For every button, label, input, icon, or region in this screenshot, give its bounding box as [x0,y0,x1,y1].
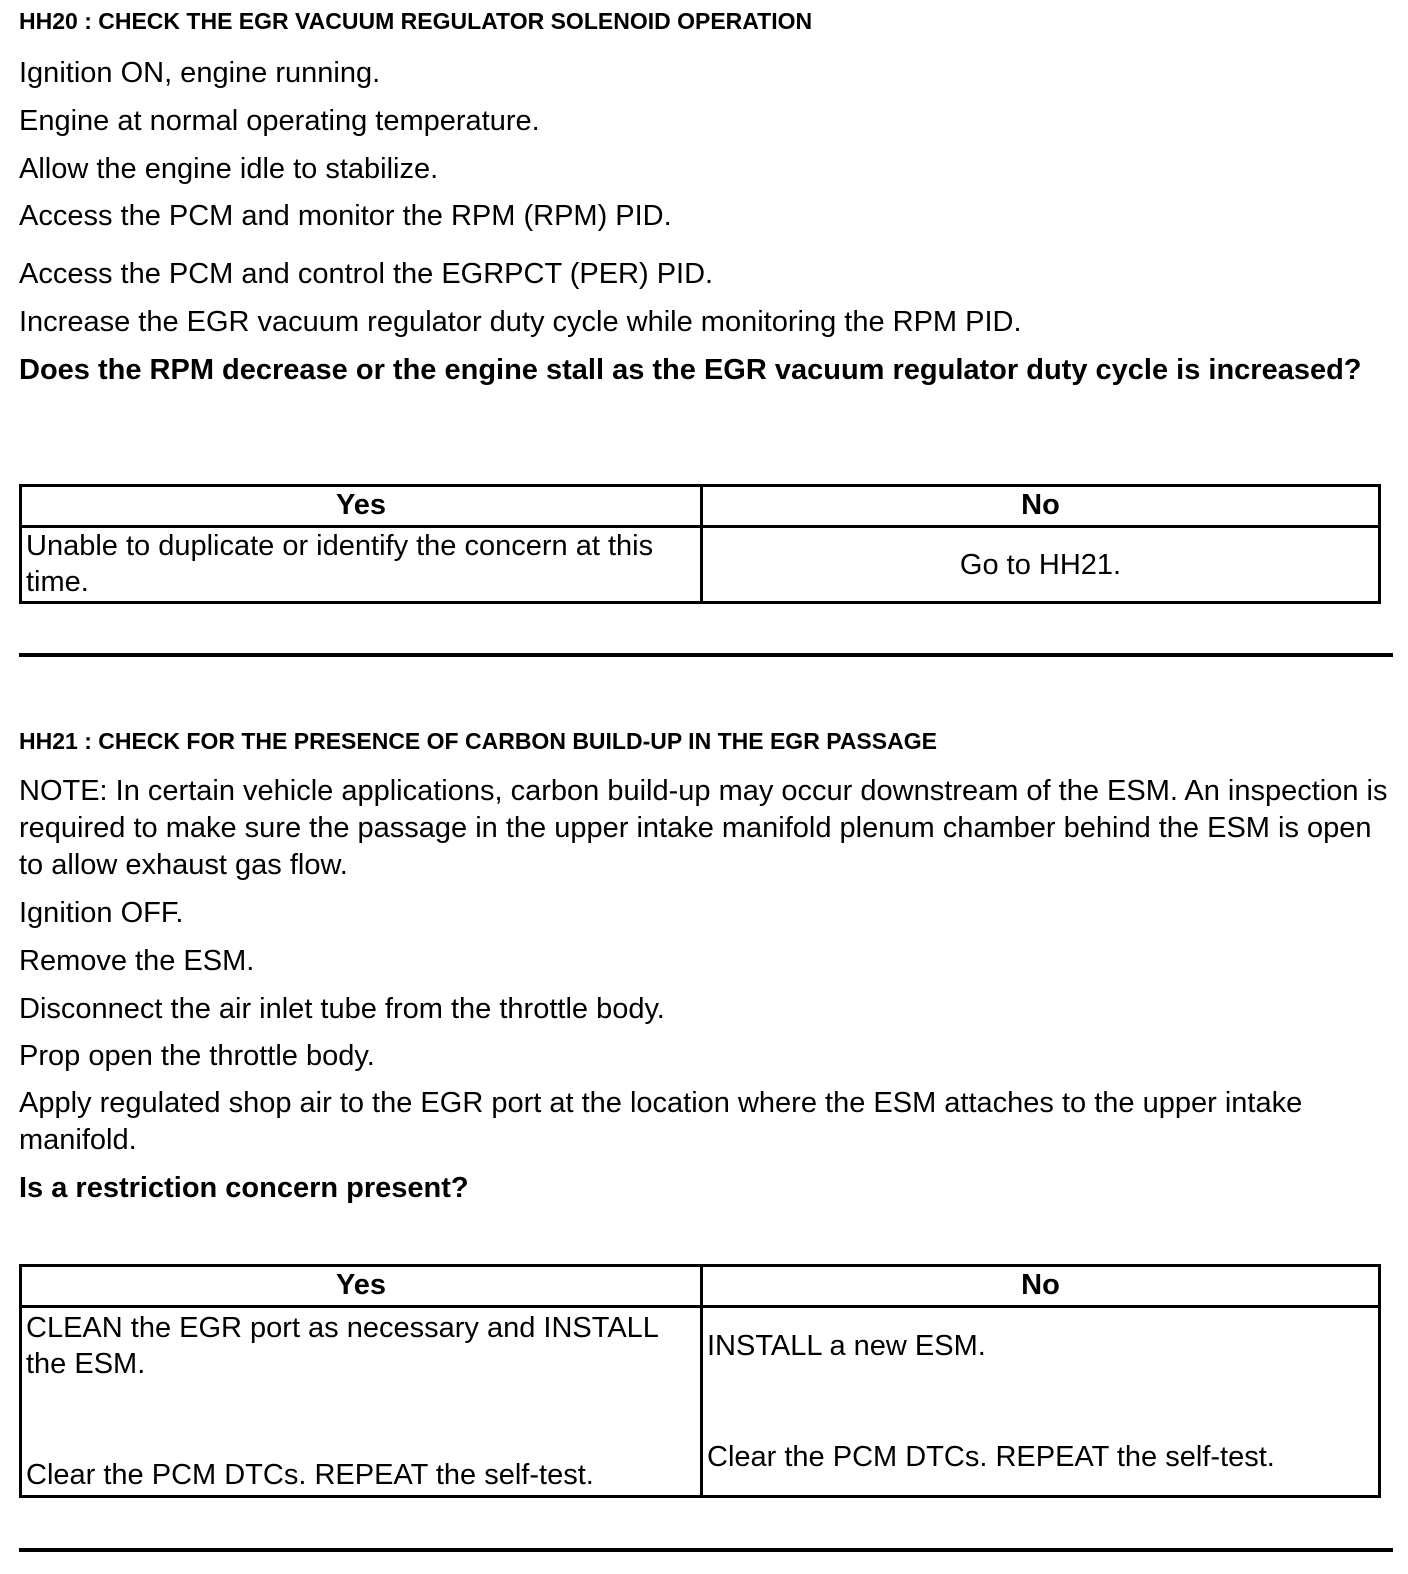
no-header: No [702,1266,1380,1307]
note: NOTE: In certain vehicle applications, carbon build-up may occur downstream of the ESM. An inspection is required to make sure the passage in the upper intake manifold plenum chamber behind the ESM is open to allow exhaust gas flow. [19,775,1388,881]
yes-action: CLEAN the EGR port as necessary and INSTALL the ESM. [26,1312,658,1380]
no-followup: Clear the PCM DTCs. REPEAT the self-test. [707,1441,1275,1473]
step: Ignition ON, engine running. [19,57,381,89]
step: Remove the ESM. [19,945,255,977]
no-cell: Go to HH21. [702,527,1380,603]
step: Prop open the throttle body. [19,1040,375,1072]
divider [19,1548,1393,1552]
yes-cell: Unable to duplicate or identify the concern at this time. [21,527,702,603]
section-title: HH21 : CHECK FOR THE PRESENCE OF CARBON BUILD-UP IN THE EGR PASSAGE [19,728,937,754]
step: Ignition OFF. [19,897,184,929]
step: Apply regulated shop air to the EGR port at the location where the ESM attaches to the upper intake manifold. [19,1087,1303,1156]
yes-header: Yes [21,486,702,527]
step: Access the PCM and monitor the RPM (RPM) PID. [19,200,672,232]
answer-table [19,484,1381,604]
section-title: HH20 : CHECK THE EGR VACUUM REGULATOR SOLENOID OPERATION [19,8,813,34]
yes-header: Yes [21,1266,702,1307]
yes-followup: Clear the PCM DTCs. REPEAT the self-test. [26,1459,594,1491]
step: Engine at normal operating temperature. [19,105,540,137]
step: Disconnect the air inlet tube from the throttle body. [19,993,665,1025]
no-header: No [702,486,1380,527]
step: Increase the EGR vacuum regulator duty cycle while monitoring the RPM PID. [19,306,1022,338]
question: Does the RPM decrease or the engine stall as the EGR vacuum regulator duty cycle is increased? [19,354,1362,386]
step: Access the PCM and control the EGRPCT (PER) PID. [19,258,714,290]
no-action: INSTALL a new ESM. [707,1330,986,1362]
question: Is a restriction concern present? [19,1172,469,1204]
step: Allow the engine idle to stabilize. [19,153,439,185]
answer-table [19,1264,1381,1498]
divider [19,653,1393,657]
